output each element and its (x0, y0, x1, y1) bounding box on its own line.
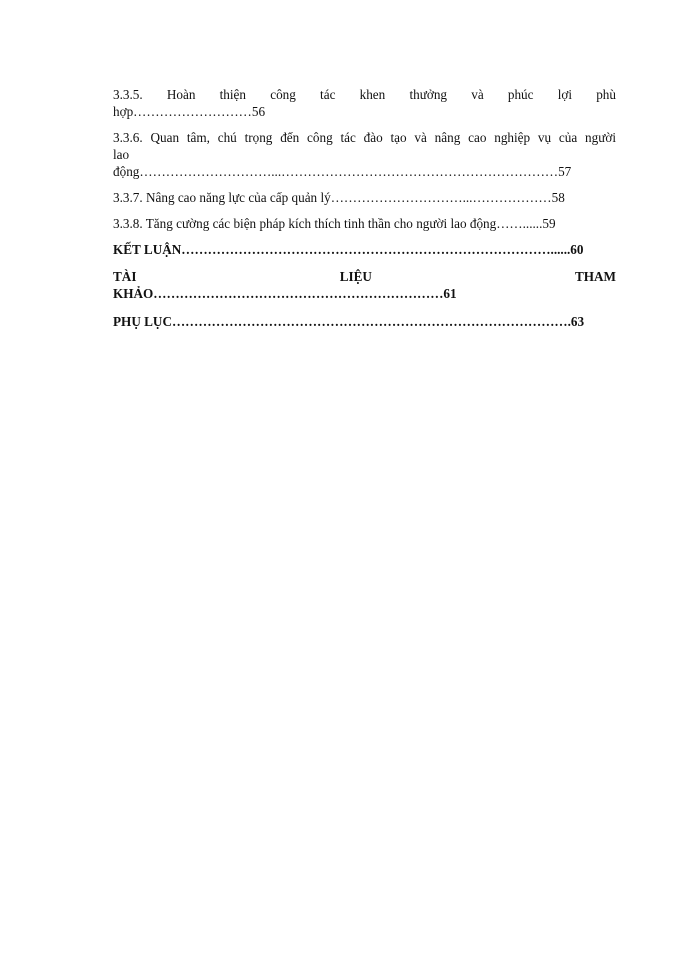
toc-entry-3-3-6[interactable] (113, 129, 616, 180)
toc-entry-3-3-6-line-3: động…………………………...………………………………………………………57 (113, 164, 572, 179)
toc-entry-ket-luan-line-1: KẾT LUẬN…………………………………………………………………………......60 (113, 242, 584, 257)
toc-entry-3-3-5-line-1: 3.3.5. Hoàn thiện công tác khen thưởng và phúc lợi phù (113, 87, 616, 102)
toc-entry-3-3-6-line-1: 3.3.6. Quan tâm, chú trọng đến công tác đào tạo và nâng cao nghiệp vụ của người (113, 130, 616, 145)
toc-entry-3-3-7[interactable] (113, 189, 616, 206)
toc-entry-tai-lieu-line-1: TÀI LIỆU THAM (113, 269, 616, 284)
toc-entry-phu-luc[interactable] (113, 313, 616, 330)
toc-entry-ket-luan[interactable] (113, 241, 616, 258)
toc-entry-phu-luc-line-1: PHỤ LỤC……………………………………………………………………………….63 (113, 314, 585, 329)
toc-entry-3-3-8[interactable] (113, 215, 616, 232)
toc-entry-3-3-8-line-1: 3.3.8. Tăng cường các biện pháp kích thích tinh thần cho người lao động……......59 (113, 216, 556, 231)
toc-entry-3-3-6-line-2: lao (113, 147, 130, 162)
toc-entry-tai-lieu-tham-khao[interactable] (113, 268, 616, 302)
toc-entry-3-3-5[interactable] (113, 86, 616, 120)
table-of-contents (113, 86, 616, 330)
toc-entry-3-3-7-line-1: 3.3.7. Nâng cao năng lực của cấp quản lý…………………………...………………58 (113, 190, 565, 205)
toc-entry-3-3-5-line-2: hợp………………………56 (113, 104, 266, 119)
toc-entry-tai-lieu-line-2: KHẢO…………………………………………………………61 (113, 286, 457, 301)
